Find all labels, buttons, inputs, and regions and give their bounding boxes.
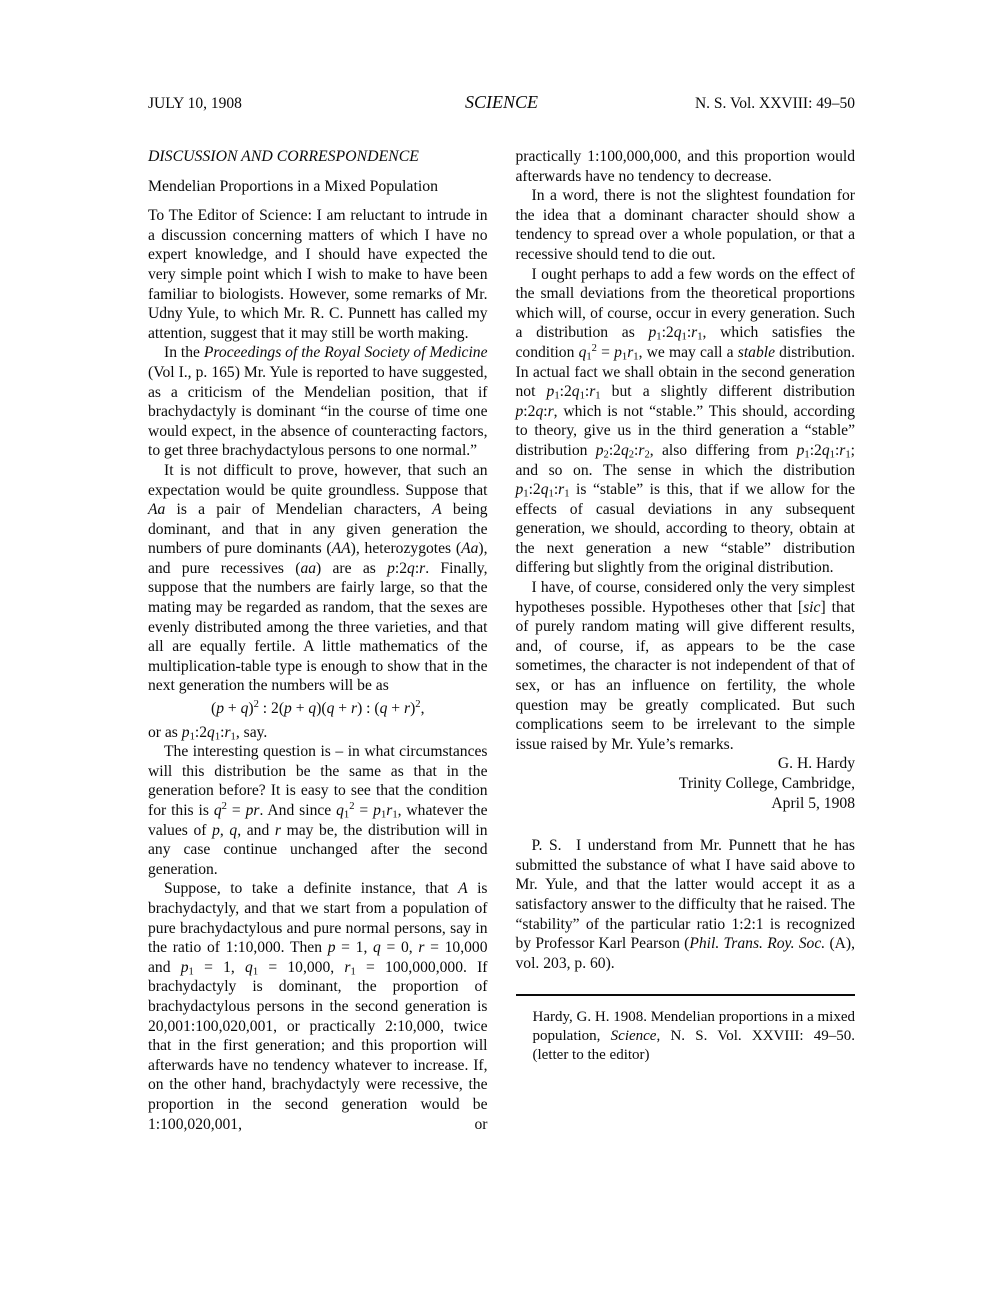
footnote-divider [516, 994, 856, 996]
proof-setup-paragraph: It is not difficult to prove, however, that such an expectation would be quite groundless. Suppose that Aa is a pair of Mendelian characters, A being dominant, and that in any given generation the numbers of pure dominants (AA), heterozygotes (Aa), and pure recessives (aa) are as p:2q:r. Finally, suppose that the numbers are fairly large, so that the mating may be regarded as random, that the sexes are evenly distributed among the three varieties, and that all are equally fertile. A little mathematics of the multiplication-table type is enough to show that in the next generation the numbers will be as [148, 461, 488, 695]
stability-condition-paragraph: The interesting question is – in what circumstances will this distribution be the same as that in the generation before? It is easy to see that the condition for this is $q^2$ = pr. And since $q_1^2 = p_1r_1$, whatever the values of p, q, and r may be, the distribution will in any case continue unchanged after the second generation. [148, 743, 488, 878]
header-date: JULY 10, 1908 [148, 95, 242, 112]
opening-paragraph: To The Editor of Science: I am reluctant to intrude in a discussion concerning matters of which I have no expert knowledge, and I should have expected the very simple point which I wish to make to have been familiar to biologists. However, some remarks of Mr. Udny Yule, to which Mr. R. C. Punnett has called my attention, suggest that it may still be worth making. [148, 207, 488, 342]
right-column [516, 147, 856, 1134]
signature-institution: Trinity College, Cambridge, [678, 775, 855, 792]
brachydactyly-example-paragraph: Suppose, to take a definite instance, that A is brachydactyly, and that we start from a population of pure brachydactylous and pure normal persons, say in the ratio of 1:10,000. Then p = 1, q = 0, r = 10,000 and $p_1 = 1$, $q_1 = 10,000$, $r_1 = 100,000,000$. If brachydactyly is dominant, the proportion of brachydactylous persons in the second generation is 20,001:100,020,001, or practically 2:10,000, twice that in the first generation; and this proportion will afterwards have no tendency whatever to increase. If, on the other hand, brachydactyly were recessive, the proportion in the second generation would be 1:100,020,001, or [148, 880, 488, 1133]
left-column-text [148, 206, 488, 1134]
postscript-paragraph: P. S. I understand from Mr. Punnett that he has submitted the substance of what I have said above to Mr. Yule, and that the latter would accept it as a satisfactory answer to the difficulty that he raised. The “stability” of the particular ratio 1:2:1 is recognized by Professor Karl Pearson (Phil. Trans. Roy. Soc. (A), vol. 203, p. 60). [515, 837, 855, 972]
no-foundation-paragraph: In a word, there is not the slightest foundation for the idea that a dominant character should show a tendency to spread over a whole population, or that a recessive should tend to die out. [515, 187, 855, 263]
formula-continuation-line: or as $p_1:2q_1:r_1$, say. [148, 723, 268, 743]
header-volume-pages: N. S. Vol. XXVIII: 49–50 [694, 95, 856, 112]
citation-footnote: Hardy, G. H. 1908. Mendelian proportions in a mixed population, Science, N. S. Vol. XXVIII: 49–50. (letter to the editor) [532, 1009, 855, 1064]
signature-date: April 5, 1908 [771, 794, 855, 812]
section-heading: DISCUSSION AND CORRESPONDENCE [148, 148, 419, 165]
right-column-text [516, 147, 856, 973]
yule-quotation-paragraph: In the Proceedings of the Royal Society of Medicine (Vol I., p. 165) Mr. Yule is reported to have suggested, as a criticism of the Mendelian position, that if brachydactyly is dominant “in the course of time one would expect, in the absence of counteracting factors, to get three brachydactylous persons to one normal.” [148, 344, 488, 460]
two-column-body [148, 147, 855, 1134]
example-continuation-paragraph: practically 1:100,000,000, and this proportion would afterwards have no tendency to decrease. [515, 148, 855, 185]
hypotheses-paragraph: I have, of course, considered only the very simplest hypotheses possible. Hypotheses other that [sic] that of purely random mating will give different results, and, of course, if, as appears to be the case sometimes, the character is not independent of that of sex, or has an influence on fertility, the whole question may be greatly complicated. But such complications seem to be irrelevant to the simple issue raised by Mr. Yule’s remarks. [515, 579, 855, 753]
signature-name: G. H. Hardy [777, 755, 855, 773]
ratio-formula: $(p + q)^2$ : 2(p + q)(q + r) : $(q + r)^2$, [211, 699, 425, 718]
article-title: Mendelian Proportions in a Mixed Population [148, 177, 439, 195]
page-header [148, 92, 855, 113]
left-column [148, 147, 488, 1134]
deviations-paragraph: I ought perhaps to add a few words on the effect of the small deviations from the theoretical proportions which will, of course, occur in every generation. Such a distribution as $p_1:2q_1:r_1$, which satisfies the condition $q_1^2 = p_1r_1$, we may call a stable distribution. In actual fact we shall obtain in the second generation not $p_1:2q_1:r_1$ but a slightly different distribution p:2q:r, which is not “stable.” This should, according to theory, give us in the third generation a “stable” distribution $p_2:2q_2:r_2$, also differing from $p_1:2q_1:r_1$; and so on. The sense in which the distribution $p_1:2q_1:r_1$ is “stable” is this, that if we allow for the effects of casual deviations in any subsequent generation, we should, according to theory, obtain at the next generation a new “stable” distribution differing but slightly from the original distribution. [515, 265, 856, 577]
journal-title: SCIENCE [465, 92, 539, 112]
